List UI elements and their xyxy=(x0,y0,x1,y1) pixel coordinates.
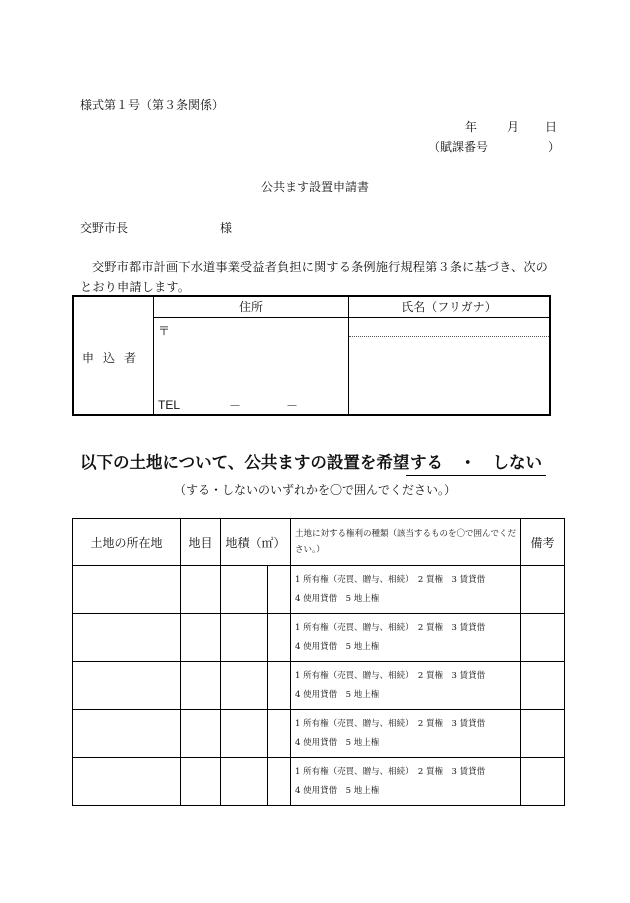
body-text: 交野市都市計画下水道事業受益者負担に関する条例施行規程第３条に基づき、次のとおり申請します。 xyxy=(80,260,548,294)
addressee xyxy=(80,219,233,236)
date-line xyxy=(465,118,557,135)
area-decimal-cell[interactable] xyxy=(268,758,291,806)
applicant-table xyxy=(72,295,551,416)
area-cell[interactable] xyxy=(221,614,268,662)
location-header: 土地の所在地 xyxy=(73,519,181,566)
rights-header: 土地に対する権利の種類（該当するものを〇で囲んでください。） xyxy=(291,519,521,566)
remarks-cell[interactable] xyxy=(521,758,565,806)
date-day: 日 xyxy=(545,120,558,134)
chimoku-cell[interactable] xyxy=(181,566,221,614)
rights-line-2: 4 使用貸借 5 地上権 xyxy=(295,737,380,748)
tel-label: TEL xyxy=(158,398,181,412)
remarks-cell[interactable] xyxy=(521,614,565,662)
area-header: 地積（㎡） xyxy=(221,519,291,566)
remarks-header: 備考 xyxy=(521,519,565,566)
document-title: 公共ます設置申請書 xyxy=(260,180,369,194)
address-field[interactable] xyxy=(154,318,349,414)
chimoku-cell[interactable] xyxy=(181,758,221,806)
rights-line-2: 4 使用貸借 5 地上権 xyxy=(295,641,380,652)
levy-number: （賦課番号 ） xyxy=(428,140,561,154)
postal-mark: 〒 xyxy=(158,324,171,338)
area-decimal-cell[interactable] xyxy=(268,566,291,614)
table-row xyxy=(73,710,565,758)
area-cell[interactable] xyxy=(221,758,268,806)
rights-line-1: 1 所有権（売買、贈与、相続） 2 質権 3 賃貸借 xyxy=(295,670,486,681)
rights-cell[interactable] xyxy=(291,566,521,614)
applicant-label: 申込者 xyxy=(81,351,145,365)
land-table-header xyxy=(73,519,565,566)
land-table xyxy=(72,518,565,806)
remarks-cell[interactable] xyxy=(521,662,565,710)
wish-choice[interactable]: する ・ しない xyxy=(406,449,546,476)
area-decimal-cell[interactable] xyxy=(268,614,291,662)
form-number: 様式第１号（第３条関係） xyxy=(80,98,225,112)
location-cell[interactable] xyxy=(73,566,181,614)
location-cell[interactable] xyxy=(73,758,181,806)
wish-note: （する・しないのいずれかを〇で囲んでください。） xyxy=(173,483,456,497)
remarks-cell[interactable] xyxy=(521,566,565,614)
rights-cell[interactable] xyxy=(291,710,521,758)
rights-cell[interactable] xyxy=(291,662,521,710)
rights-line-1: 1 所有権（売買、贈与、相続） 2 質権 3 賃貸借 xyxy=(295,766,486,777)
area-cell[interactable] xyxy=(221,566,268,614)
chimoku-header: 地目 xyxy=(181,519,221,566)
remarks-cell[interactable] xyxy=(521,710,565,758)
area-decimal-cell[interactable] xyxy=(268,662,291,710)
addressee-mayor: 交野市長 xyxy=(80,221,129,235)
area-cell[interactable] xyxy=(221,662,268,710)
rights-line-2: 4 使用貸借 5 地上権 xyxy=(295,689,380,700)
rights-line-1: 1 所有権（売買、贈与、相続） 2 質権 3 賃貸借 xyxy=(295,574,486,585)
chimoku-cell[interactable] xyxy=(181,710,221,758)
date-month: 月 xyxy=(507,120,520,134)
location-cell[interactable] xyxy=(73,710,181,758)
date-year: 年 xyxy=(465,120,478,134)
area-decimal-cell[interactable] xyxy=(268,710,291,758)
area-cell[interactable] xyxy=(221,710,268,758)
rights-cell[interactable] xyxy=(291,758,521,806)
chimoku-cell[interactable] xyxy=(181,662,221,710)
rights-line-1: 1 所有権（売買、贈与、相続） 2 質権 3 賃貸借 xyxy=(295,622,486,633)
rights-line-1: 1 所有権（売買、贈与、相続） 2 質権 3 賃貸借 xyxy=(295,718,486,729)
chimoku-cell[interactable] xyxy=(181,614,221,662)
table-row xyxy=(73,614,565,662)
table-row xyxy=(73,662,565,710)
applicant-label-cell xyxy=(74,297,154,414)
name-header: 氏名（フリガナ） xyxy=(349,297,549,318)
location-cell[interactable] xyxy=(73,614,181,662)
rights-line-2: 4 使用貸借 5 地上権 xyxy=(295,593,380,604)
tel-dash: － xyxy=(286,399,299,413)
table-row xyxy=(73,758,565,806)
furigana-field[interactable] xyxy=(349,318,549,337)
address-header: 住所 xyxy=(154,297,349,318)
table-row xyxy=(73,566,565,614)
tel-dash: － xyxy=(229,399,242,413)
addressee-honorific: 様 xyxy=(220,221,233,235)
wish-statement: 以下の土地について、公共ますの設置を希望 xyxy=(80,453,410,472)
rights-cell[interactable] xyxy=(291,614,521,662)
rights-line-2: 4 使用貸借 5 地上権 xyxy=(295,785,380,796)
location-cell[interactable] xyxy=(73,662,181,710)
